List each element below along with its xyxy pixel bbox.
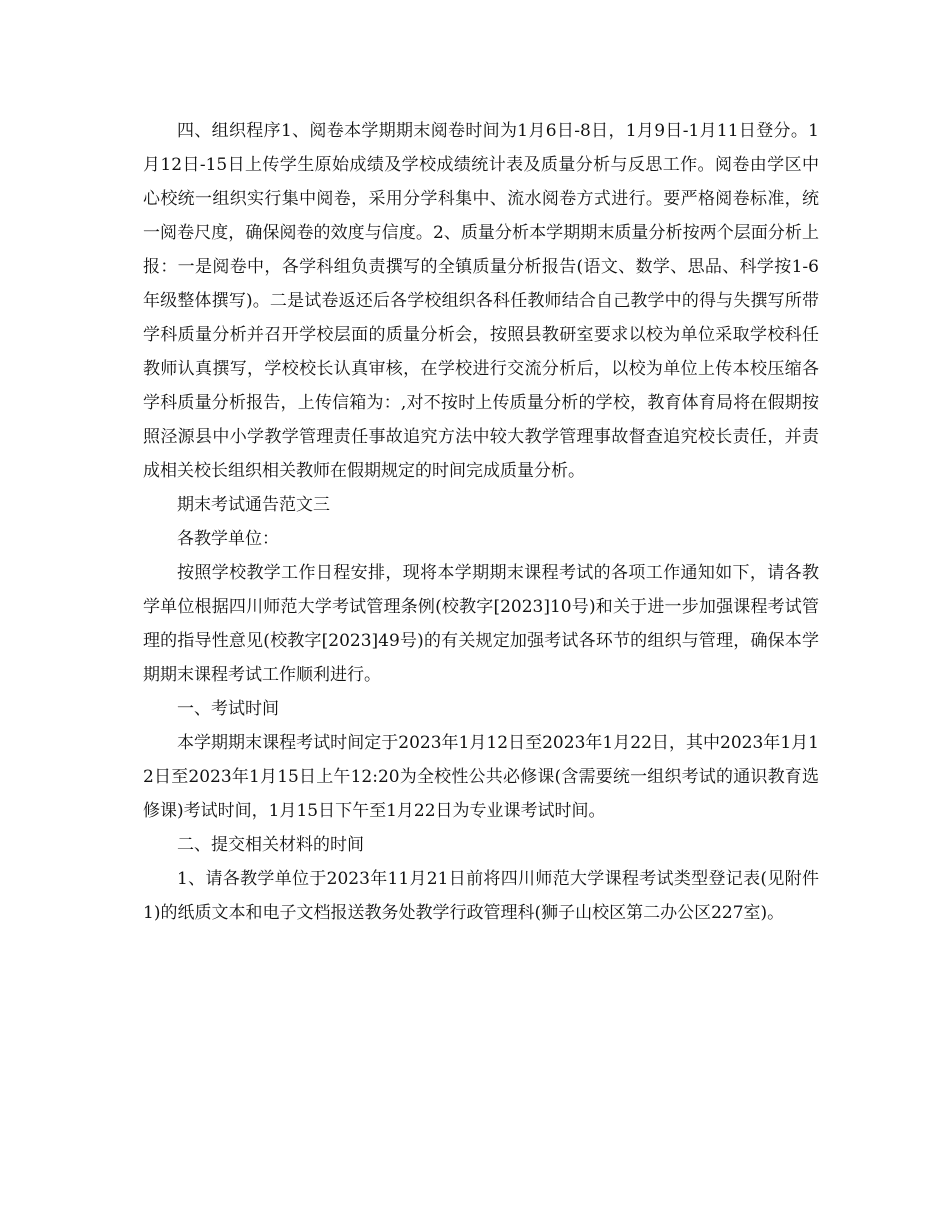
- paragraph-notice-intro: 按照学校教学工作日程安排，现将本学期期末课程考试的各项工作通知如下，请各教学单位根据四川师范大学考试管理条例(校教字[2023]10号)和关于进一步加强课程考试管理的指导性意见(校教字[2023]49号)的有关规定加强考试各环节的组织与管理，确保本学期期末课程考试工作顺利进行。: [143, 563, 819, 685]
- paragraph-organization-procedure: 四、组织程序1、阅卷本学期期末阅卷时间为1月6日-8日，1月9日-1月11日登分。1月12日-15日上传学生原始成绩及学校成绩统计表及质量分析与反思工作。阅卷由学区中心校统一组织实行集中阅卷，采用分学科集中、流水阅卷方式进行。要严格阅卷标准，统一阅卷尺度，确保阅卷的效度与信度。2、质量分析本学期期末质量分析按两个层面分析上报：一是阅卷中，各学科组负责撰写的全镇质量分析报告(语文、数学、思品、科学按1-6年级整体撰写)。二是试卷返还后各学校组织各科任教师结合自己教学中的得与失撰写所带学科质量分析并召开学校层面的质量分析会，按照县教研室要求以校为单位采取学校科任教师认真撰写，学校校长认真审核，在学校进行交流分析后，以校为单位上传本校压缩各学科质量分析报告，上传信箱为：,对不按时上传质量分析的学校，教育体育局将在假期按照泾源县中小学教学管理责任事故追究方法中较大教学管理事故督查追究校长责任，并责成相关校长组织相关教师在假期规定的时间完成质量分析。: [143, 121, 819, 481]
- section-title-notice-sample-three: 期末考试通告范文三: [177, 495, 330, 515]
- paragraph-submission-item-1: 1、请各教学单位于2023年11月21日前将四川师范大学课程考试类型登记表(见附件1)的纸质文本和电子文档报送教务处教学行政管理科(狮子山校区第二办公区227室)。: [143, 869, 819, 923]
- paragraph-exam-time: 本学期期末课程考试时间定于2023年1月12日至2023年1月22日，其中2023年1月12日至2023年1月15日上午12:20为全校性公共必修课(含需要统一组织考试的通识教育选修课)考试时间，1月15日下午至1月22日为专业课考试时间。: [143, 733, 819, 821]
- salutation: 各教学单位：: [177, 529, 279, 549]
- heading-exam-time: 一、考试时间: [177, 699, 279, 719]
- document-body: [143, 114, 819, 930]
- heading-submission-time: 二、提交相关材料的时间: [177, 835, 364, 855]
